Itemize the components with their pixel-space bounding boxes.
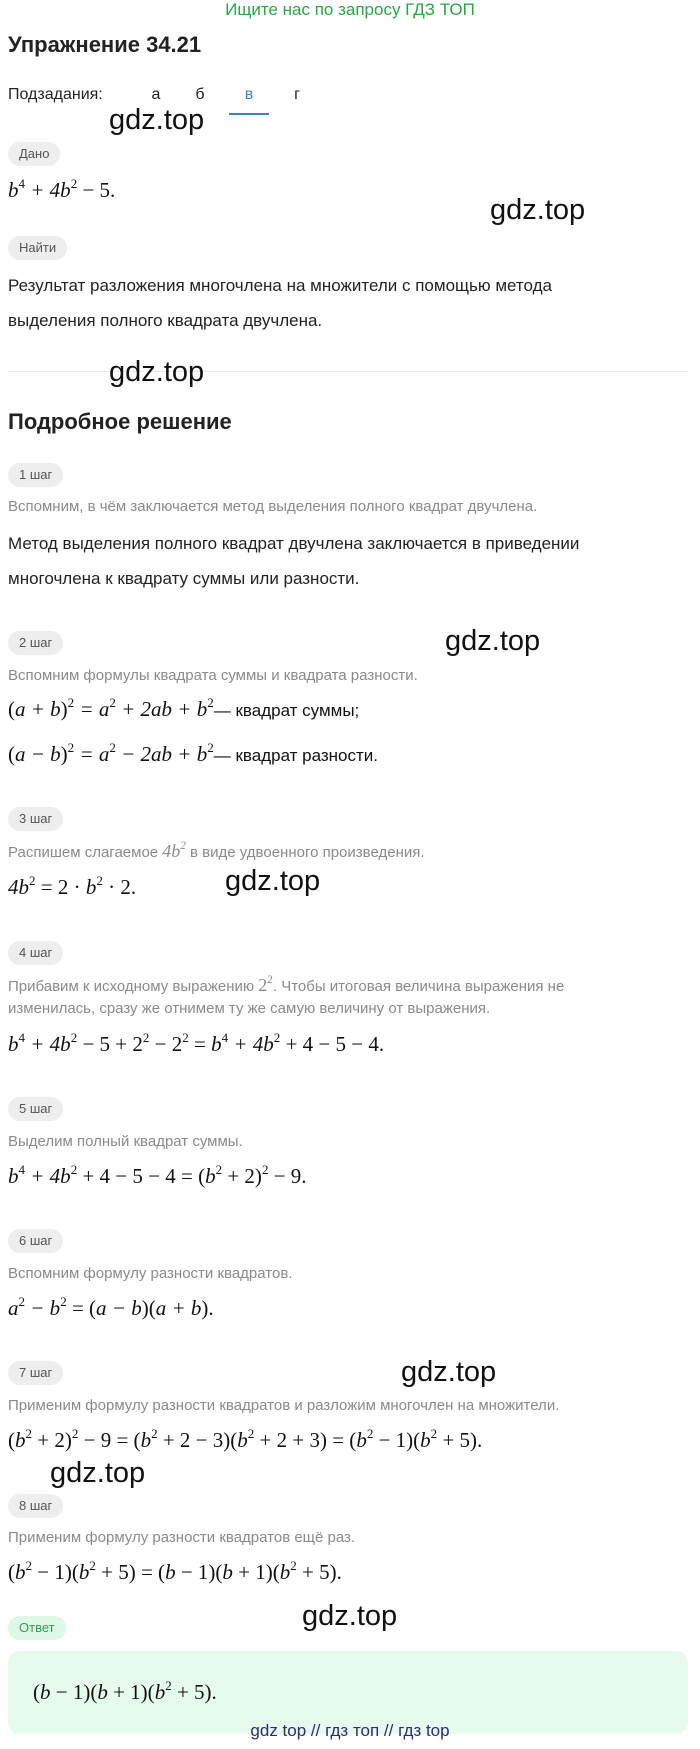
watermark: gdz.top	[50, 1457, 146, 1489]
step-4-hint-line-2: изменилась, сразу же отнимем ту же самую величину от выражения.	[8, 1000, 491, 1017]
step-2-badge: 2 шаг	[8, 631, 63, 655]
step-8-hint: Применим формулу разности квадратов ещё раз.	[8, 1529, 356, 1546]
watermark: gdz.top	[445, 625, 541, 657]
step-2-formula-diff: $(a - b)^2 = a^2 - 2ab$ + $b^2—$ квадрат разности.	[8, 739, 379, 766]
step-5-hint: Выделим полный квадрат суммы.	[8, 1133, 243, 1150]
step-1-text-line-1: Метод выделения полного квадрат двучлена заключается в приведении	[8, 534, 580, 553]
step-5-badge: 5 шаг	[8, 1097, 63, 1121]
step-2-formula-sum: $(a + b)^2 = a^2 + 2ab$ + $b^2—$ квадрат суммы;	[8, 694, 360, 721]
step-4-formula: $b^4 + 4b^2 - 5 + 2^2 - 2^2 = b^4 + 4b^2 + 4 - 5 - 4$.	[8, 1029, 385, 1056]
step-6-badge: 6 шаг	[8, 1229, 63, 1253]
step-2-hint: Вспомним формулы квадрата суммы и квадрата разности.	[8, 667, 418, 684]
step-7-badge: 7 шаг	[8, 1361, 63, 1385]
step-3-badge: 3 шаг	[8, 807, 63, 831]
given-expression: $b^4 + 4b^2 - 5$.	[8, 175, 116, 202]
answer-formula: $(b - 1)(b + 1)(b^2 + 5)$.	[33, 1677, 217, 1704]
watermark: gdz.top	[302, 1600, 398, 1632]
step-8-badge: 8 шаг	[8, 1494, 63, 1518]
step-5-formula: $b^4 + 4b^2 + 4 - 5 - 4 = (b^2 + 2)^2 - 9$.	[8, 1161, 307, 1188]
step-7-hint: Применим формулу разности квадратов и разложим многочлен на множители.	[8, 1397, 560, 1414]
tab-g[interactable]: г	[294, 86, 300, 103]
watermark: gdz.top	[109, 104, 205, 136]
answer-badge: Ответ	[8, 1616, 66, 1640]
step-2-label-diff: — квадрат разности.	[213, 746, 379, 765]
step-4-hint-line-1: Прибавим к исходному выражению $2^2$. Чтобы итоговая величина выражения не	[8, 974, 565, 995]
active-tab-indicator	[229, 113, 269, 115]
step-1-hint: Вспомним, в чём заключается метод выделения полного квадрат двучлена.	[8, 498, 538, 515]
footer-links[interactable]: gdz top // гдз топ // гдз top	[250, 1721, 450, 1740]
watermark: gdz.top	[490, 194, 586, 226]
watermark: gdz.top	[401, 1356, 497, 1388]
top-banner[interactable]: Ищите нас по запросу ГДЗ ТОП	[225, 0, 475, 19]
step-3-hint: Распишем слагаемое $4b^2$ в виде удвоенного произведения.	[8, 840, 425, 861]
step-1-badge: 1 шаг	[8, 463, 63, 487]
given-badge: Дано	[8, 142, 60, 166]
watermark: gdz.top	[225, 865, 321, 897]
exercise-title: Упражнение 34.21	[8, 32, 202, 57]
find-text-line-2: выделения полного квадрата двучлена.	[8, 311, 323, 330]
step-2-label-sum: — квадрат суммы;	[213, 701, 360, 720]
step-7-formula: $(b^2 + 2)^2 - 9 = (b^2 + 2 - 3)(b^2 + 2 + 3) = (b^2 - 1)(b^2 + 5)$.	[8, 1425, 483, 1452]
watermark: gdz.top	[109, 356, 205, 388]
step-6-hint: Вспомним формулу разности квадратов.	[8, 1265, 293, 1282]
tab-v[interactable]: в	[244, 86, 254, 103]
step-3-formula: $4b^2 = 2 \cdot b^2 \cdot 2$.	[8, 872, 137, 899]
find-text-line-1: Результат разложения многочлена на множители с помощью метода	[8, 276, 552, 295]
find-badge: Найти	[8, 236, 67, 260]
step-1-text-line-2: многочлена к квадрату суммы или разности.	[8, 569, 360, 588]
tab-b[interactable]: б	[195, 86, 205, 103]
step-8-formula: $(b^2 - 1)(b^2 + 5) = (b - 1)(b + 1)(b^2 + 5)$.	[8, 1557, 342, 1584]
solution-title: Подробное решение	[8, 409, 232, 434]
subtasks-label: Подзадания:	[8, 86, 103, 103]
tab-a[interactable]: а	[151, 86, 161, 103]
step-6-formula: $a^2 - b^2 = (a - b)(a + b)$.	[8, 1293, 214, 1320]
step-4-badge: 4 шаг	[8, 941, 63, 965]
